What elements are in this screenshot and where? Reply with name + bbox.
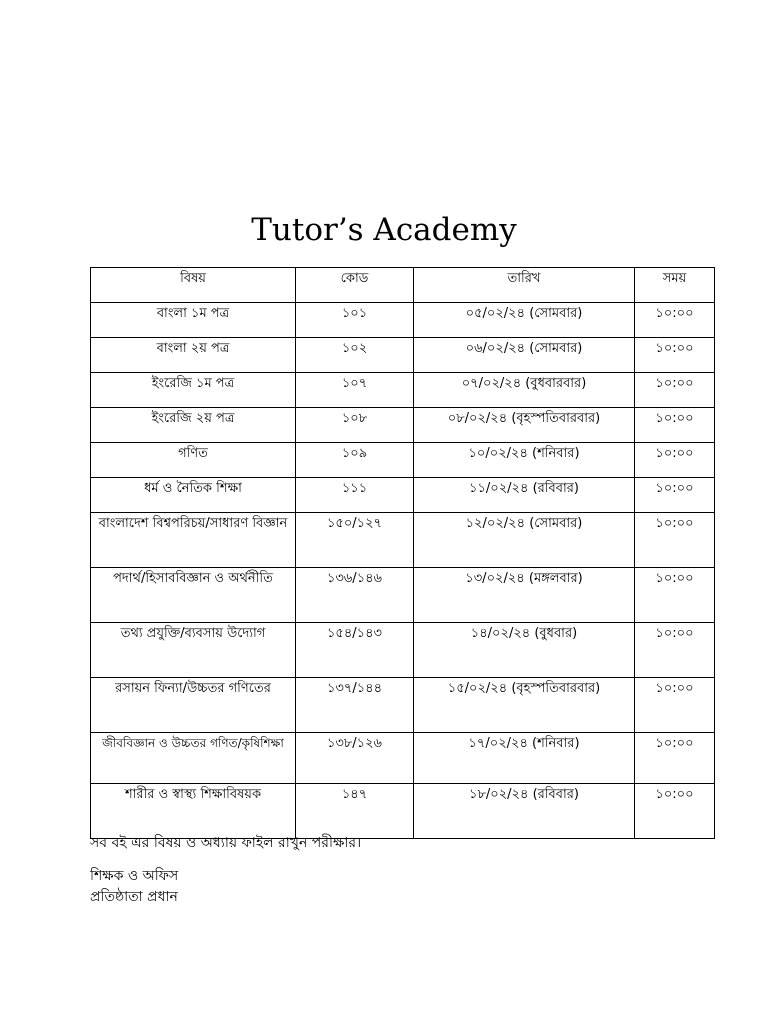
table-row	[91, 623, 715, 678]
subject-cell: বাংলা ১ম পত্র	[91, 303, 296, 338]
date-cell: ১৮/০২/২৪ (রবিবার)	[414, 784, 635, 839]
footer-note: সব বই এর বিষয় ও অধ্যায় ফাইল রাখুন পরীক্ষার।	[90, 835, 362, 851]
signature-line-2: প্রতিষ্ঠাতা প্রধান	[90, 889, 178, 905]
date-cell: ১১/০২/২৪ (রবিবার)	[414, 478, 635, 513]
table-row	[91, 373, 715, 408]
code-cell: ১০২	[296, 338, 414, 373]
subject-cell: শারীর ও স্বাস্থ্য শিক্ষাবিষয়ক	[91, 784, 296, 839]
page-title: Tutor’s Academy	[251, 212, 517, 248]
code-cell: ১৩৮/১২৬	[296, 733, 414, 784]
header-date: তারিখ	[414, 268, 635, 303]
date-cell: ০৭/০২/২৪ (বুধবারবার)	[414, 373, 635, 408]
time-cell: ১০:০০	[635, 338, 715, 373]
code-cell: ১০৯	[296, 443, 414, 478]
header-code: কোড	[296, 268, 414, 303]
subject-cell: ধর্ম ও নৈতিক শিক্ষা	[91, 478, 296, 513]
code-cell: ১৫০/১২৭	[296, 513, 414, 568]
code-cell: ১০১	[296, 303, 414, 338]
header-subject: বিষয়	[91, 268, 296, 303]
table-row	[91, 733, 715, 784]
code-cell: ১১১	[296, 478, 414, 513]
exam-schedule-table	[90, 267, 715, 839]
subject-cell: বাংলাদেশ বিশ্বপরিচয়/সাধারণ বিজ্ঞান	[91, 513, 296, 568]
code-cell: ১৫৪/১৪৩	[296, 623, 414, 678]
code-cell: ১৩৬/১৪৬	[296, 568, 414, 623]
table-header-row	[91, 268, 715, 303]
time-cell: ১০:০০	[635, 373, 715, 408]
table-row	[91, 303, 715, 338]
time-cell: ১০:০০	[635, 678, 715, 733]
time-cell: ১০:০০	[635, 408, 715, 443]
date-cell: ০৫/০২/২৪ (সোমবার)	[414, 303, 635, 338]
subject-cell: জীববিজ্ঞান ও উচ্চতর গণিত/কৃষিশিক্ষা	[91, 733, 296, 784]
time-cell: ১০:০০	[635, 478, 715, 513]
table-row	[91, 443, 715, 478]
date-cell: ০৬/০২/২৪ (সোমবার)	[414, 338, 635, 373]
date-cell: ০৮/০২/২৪ (বৃহস্পতিবারবার)	[414, 408, 635, 443]
subject-cell: গণিত	[91, 443, 296, 478]
time-cell: ১০:০০	[635, 784, 715, 839]
signature-block	[90, 866, 178, 908]
time-cell: ১০:০০	[635, 513, 715, 568]
table-row	[91, 784, 715, 839]
subject-cell: বাংলা ২য় পত্র	[91, 338, 296, 373]
time-cell: ১০:০০	[635, 443, 715, 478]
subject-cell: তথ্য প্রযুক্তি/ব্যবসায় উদ্যোগ	[91, 623, 296, 678]
table-row	[91, 678, 715, 733]
date-cell: ১৪/০২/২৪ (বুধবার)	[414, 623, 635, 678]
time-cell: ১০:০০	[635, 568, 715, 623]
table-row	[91, 513, 715, 568]
time-cell: ১০:০০	[635, 303, 715, 338]
table-row	[91, 408, 715, 443]
table-row	[91, 478, 715, 513]
table-row	[91, 338, 715, 373]
table-row	[91, 568, 715, 623]
time-cell: ১০:০০	[635, 623, 715, 678]
subject-cell: ইংরেজি ২য় পত্র	[91, 408, 296, 443]
subject-cell: রসায়ন ফিন্যা/উচ্চতর গণিতের	[91, 678, 296, 733]
date-cell: ১৫/০২/২৪ (বৃহস্পতিবারবার)	[414, 678, 635, 733]
subject-cell: ইংরেজি ১ম পত্র	[91, 373, 296, 408]
code-cell: ১০৮	[296, 408, 414, 443]
time-cell: ১০:০০	[635, 733, 715, 784]
header-time: সময়	[635, 268, 715, 303]
date-cell: ১০/০২/২৪ (শনিবার)	[414, 443, 635, 478]
subject-cell: পদার্থ/হিসাববিজ্ঞান ও অর্থনীতি	[91, 568, 296, 623]
code-cell: ১০৭	[296, 373, 414, 408]
date-cell: ১৭/০২/২৪ (শনিবার)	[414, 733, 635, 784]
signature-line-1: শিক্ষক ও অফিস	[90, 868, 179, 884]
code-cell: ১৪৭	[296, 784, 414, 839]
date-cell: ১৩/০২/২৪ (মঙ্গলবার)	[414, 568, 635, 623]
date-cell: ১২/০২/২৪ (সোমবার)	[414, 513, 635, 568]
code-cell: ১৩৭/১৪৪	[296, 678, 414, 733]
